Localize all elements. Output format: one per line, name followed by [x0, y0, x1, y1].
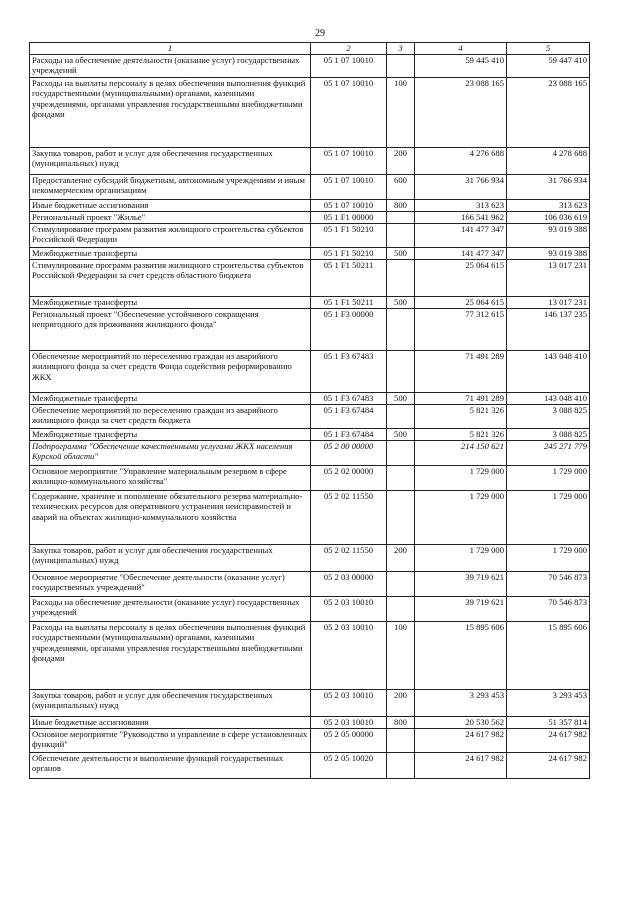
row-name-cell: Межбюджетные трансферты: [30, 297, 311, 309]
table-row: [30, 175, 590, 200]
row-amount-1-cell: 77 312 615: [415, 309, 507, 351]
row-code-cell: 05 1 07 10010: [311, 78, 387, 148]
table-row: [30, 572, 590, 597]
row-type-cell: [387, 729, 415, 753]
row-amount-1-cell: 313 623: [415, 200, 507, 212]
row-amount-1-cell: 71 491 289: [415, 351, 507, 393]
row-amount-1-cell: 141 477 347: [415, 224, 507, 248]
row-type-cell: 500: [387, 393, 415, 405]
row-name-cell: Иные бюджетные ассигнования: [30, 717, 311, 729]
budget-table: [29, 42, 590, 779]
table-row: [30, 351, 590, 393]
table-row: [30, 545, 590, 572]
row-type-cell: 500: [387, 429, 415, 441]
row-amount-1-cell: 3 293 453: [415, 690, 507, 717]
row-amount-2-cell: 51 357 814: [507, 717, 590, 729]
row-amount-1-cell: 24 617 982: [415, 729, 507, 753]
row-amount-2-cell: 3 088 825: [507, 405, 590, 429]
row-amount-2-cell: 1 729 000: [507, 545, 590, 572]
table-row: [30, 491, 590, 545]
table-row: [30, 224, 590, 248]
row-amount-1-cell: 39 719 621: [415, 572, 507, 597]
row-name-cell: Подпрограмма "Обеспечение качественными услугами ЖКХ населения Курской области": [30, 441, 311, 466]
row-amount-2-cell: 24 617 982: [507, 729, 590, 753]
table-row: [30, 78, 590, 148]
row-type-cell: 200: [387, 148, 415, 175]
row-amount-1-cell: 15 895 606: [415, 622, 507, 690]
row-amount-2-cell: 15 895 606: [507, 622, 590, 690]
row-amount-2-cell: 93 019 388: [507, 248, 590, 260]
row-amount-2-cell: 13 017 231: [507, 297, 590, 309]
row-name-cell: Межбюджетные трансферты: [30, 393, 311, 405]
row-amount-1-cell: 31 766 934: [415, 175, 507, 200]
row-name-cell: Региональный проект "Обеспечение устойчивого сокращения непригодного для проживания жилищного фонда": [30, 309, 311, 351]
row-code-cell: 05 1 07 10010: [311, 200, 387, 212]
row-amount-2-cell: 146 137 235: [507, 309, 590, 351]
row-type-cell: [387, 572, 415, 597]
row-code-cell: 05 2 05 00000: [311, 729, 387, 753]
table-row: [30, 429, 590, 441]
row-name-cell: Стимулирование программ развития жилищного строительства субъектов Российской Федерации за счет средств областного бюджета: [30, 260, 311, 297]
row-type-cell: [387, 351, 415, 393]
row-code-cell: 05 2 02 00000: [311, 466, 387, 491]
row-type-cell: 800: [387, 717, 415, 729]
row-code-cell: 05 1 F1 50211: [311, 260, 387, 297]
row-amount-2-cell: 13 017 231: [507, 260, 590, 297]
row-code-cell: 05 1 F1 00000: [311, 212, 387, 224]
row-code-cell: 05 1 F3 67484: [311, 429, 387, 441]
row-name-cell: Межбюджетные трансферты: [30, 429, 311, 441]
row-code-cell: 05 1 07 10010: [311, 175, 387, 200]
table-row: [30, 200, 590, 212]
row-name-cell: Расходы на обеспечение деятельности (оказание услуг) государственных учреждений: [30, 597, 311, 622]
row-amount-2-cell: 93 019 388: [507, 224, 590, 248]
row-type-cell: [387, 466, 415, 491]
row-code-cell: 05 1 F3 67483: [311, 393, 387, 405]
row-type-cell: [387, 491, 415, 545]
table-row: [30, 753, 590, 779]
row-name-cell: Обеспечение мероприятий по переселению граждан из аварийного жилищного фонда за счет средств бюджета: [30, 405, 311, 429]
table-row: [30, 597, 590, 622]
row-type-cell: 200: [387, 545, 415, 572]
row-name-cell: Обеспечение деятельности и выполнение функций государственных органов: [30, 753, 311, 779]
row-amount-2-cell: 70 546 873: [507, 597, 590, 622]
column-header-amount-2: 5: [507, 43, 590, 55]
table-row: [30, 260, 590, 297]
row-name-cell: Содержание, хранение и пополнение обязательного резерва материально-технических ресурсов для оперативного устранения неисправностей и аварий на объектах жилищно-коммунального хозяйства: [30, 491, 311, 545]
row-type-cell: [387, 212, 415, 224]
row-amount-2-cell: 3 293 453: [507, 690, 590, 717]
table-row: [30, 297, 590, 309]
row-code-cell: 05 2 03 00000: [311, 572, 387, 597]
row-type-cell: 200: [387, 690, 415, 717]
row-amount-2-cell: 70 546 873: [507, 572, 590, 597]
row-code-cell: 05 2 03 10010: [311, 597, 387, 622]
row-amount-2-cell: 31 766 934: [507, 175, 590, 200]
table-row: [30, 729, 590, 753]
row-code-cell: 05 2 02 11550: [311, 491, 387, 545]
row-amount-1-cell: 20 530 562: [415, 717, 507, 729]
row-code-cell: 05 1 F3 67483: [311, 351, 387, 393]
row-type-cell: [387, 405, 415, 429]
table-row: [30, 622, 590, 690]
row-name-cell: Основное мероприятие "Обеспечение деятельности (оказание услуг) государственных учреждений": [30, 572, 311, 597]
table-row: [30, 393, 590, 405]
row-amount-1-cell: 59 445 410: [415, 55, 507, 78]
table-row: [30, 55, 590, 78]
row-amount-1-cell: 5 821 326: [415, 405, 507, 429]
row-code-cell: 05 1 F1 50210: [311, 224, 387, 248]
row-type-cell: [387, 55, 415, 78]
row-name-cell: Закупка товаров, работ и услуг для обеспечения государственных (муниципальных) нужд: [30, 148, 311, 175]
row-amount-1-cell: 24 617 982: [415, 753, 507, 779]
row-type-cell: [387, 753, 415, 779]
row-name-cell: Предоставление субсидий бюджетным, автономным учреждениям и иным некоммерческим организациям: [30, 175, 311, 200]
row-type-cell: [387, 309, 415, 351]
table-row: [30, 441, 590, 466]
row-amount-1-cell: 4 276 688: [415, 148, 507, 175]
row-amount-1-cell: 1 729 000: [415, 545, 507, 572]
page-number: 29: [315, 28, 325, 39]
row-amount-1-cell: 23 088 165: [415, 78, 507, 148]
row-amount-2-cell: 59 447 410: [507, 55, 590, 78]
row-amount-1-cell: 71 491 289: [415, 393, 507, 405]
row-name-cell: Межбюджетные трансферты: [30, 248, 311, 260]
row-amount-1-cell: 1 729 000: [415, 466, 507, 491]
row-type-cell: [387, 441, 415, 466]
row-code-cell: 05 1 F1 50211: [311, 297, 387, 309]
table-row: [30, 405, 590, 429]
row-amount-2-cell: 1 729 000: [507, 466, 590, 491]
row-code-cell: 05 2 02 11550: [311, 545, 387, 572]
column-header-type: 3: [387, 43, 415, 55]
column-header-amount-1: 4: [415, 43, 507, 55]
row-code-cell: 05 2 03 10010: [311, 622, 387, 690]
table-row: [30, 466, 590, 491]
row-type-cell: 500: [387, 248, 415, 260]
row-name-cell: Расходы на выплаты персоналу в целях обеспечения выполнения функций государственными (муниципальными) органами, казенными учреждениями, органами управления государственными внебюджетными фондами: [30, 78, 311, 148]
row-code-cell: 05 1 F3 00000: [311, 309, 387, 351]
row-amount-2-cell: 3 088 825: [507, 429, 590, 441]
row-name-cell: Расходы на выплаты персоналу в целях обеспечения выполнения функций государственными (муниципальными) органами, казенными учреждениями, органами управления государственными внебюджетными фондами: [30, 622, 311, 690]
table-row: [30, 690, 590, 717]
row-type-cell: [387, 224, 415, 248]
table-row: [30, 248, 590, 260]
row-name-cell: Закупка товаров, работ и услуг для обеспечения государственных (муниципальных) нужд: [30, 545, 311, 572]
row-amount-2-cell: 143 048 410: [507, 351, 590, 393]
row-code-cell: 05 1 F3 67484: [311, 405, 387, 429]
row-code-cell: 05 2 03 10010: [311, 717, 387, 729]
row-amount-2-cell: 106 036 619: [507, 212, 590, 224]
row-amount-2-cell: 23 088 165: [507, 78, 590, 148]
row-type-cell: [387, 260, 415, 297]
row-name-cell: Стимулирование программ развития жилищного строительства субъектов Российской Федерации: [30, 224, 311, 248]
row-code-cell: 05 1 F1 50210: [311, 248, 387, 260]
row-amount-2-cell: 4 278 688: [507, 148, 590, 175]
table-header-row: [30, 43, 590, 55]
row-amount-2-cell: 143 048 410: [507, 393, 590, 405]
row-amount-1-cell: 5 821 326: [415, 429, 507, 441]
row-amount-1-cell: 141 477 347: [415, 248, 507, 260]
row-amount-1-cell: 1 729 000: [415, 491, 507, 545]
column-header-name: 1: [30, 43, 311, 55]
row-name-cell: Закупка товаров, работ и услуг для обеспечения государственных (муниципальных) нужд: [30, 690, 311, 717]
row-type-cell: [387, 597, 415, 622]
row-code-cell: 05 2 03 10010: [311, 690, 387, 717]
table-row: [30, 309, 590, 351]
row-type-cell: 100: [387, 622, 415, 690]
row-name-cell: Региональный проект "Жилье": [30, 212, 311, 224]
row-amount-2-cell: 245 271 779: [507, 441, 590, 466]
table-row: [30, 148, 590, 175]
row-name-cell: Основное мероприятие "Управление материальным резервом в сфере жилищно-коммунального хозяйства": [30, 466, 311, 491]
row-name-cell: Основное мероприятие "Руководство и управление в сфере установленных функций": [30, 729, 311, 753]
row-amount-2-cell: 313 623: [507, 200, 590, 212]
row-name-cell: Расходы на обеспечение деятельности (оказание услуг) государственных учреждений: [30, 55, 311, 78]
row-amount-2-cell: 1 729 000: [507, 491, 590, 545]
row-amount-1-cell: 25 064 615: [415, 260, 507, 297]
row-type-cell: 800: [387, 200, 415, 212]
row-amount-1-cell: 166 541 962: [415, 212, 507, 224]
table-row: [30, 717, 590, 729]
row-amount-1-cell: 39 719 621: [415, 597, 507, 622]
row-code-cell: 05 1 07 10010: [311, 148, 387, 175]
row-code-cell: 05 2 00 00000: [311, 441, 387, 466]
row-code-cell: 05 2 05 10020: [311, 753, 387, 779]
column-header-code: 2: [311, 43, 387, 55]
row-amount-1-cell: 25 064 615: [415, 297, 507, 309]
row-name-cell: Иные бюджетные ассигнования: [30, 200, 311, 212]
row-name-cell: Обеспечение мероприятий по переселению граждан из аварийного жилищного фонда за счет средств Фонда содействия реформированию ЖКХ: [30, 351, 311, 393]
row-amount-2-cell: 24 617 982: [507, 753, 590, 779]
table-row: [30, 212, 590, 224]
row-type-cell: 500: [387, 297, 415, 309]
row-type-cell: 100: [387, 78, 415, 148]
row-type-cell: 600: [387, 175, 415, 200]
row-amount-1-cell: 214 150 621: [415, 441, 507, 466]
row-code-cell: 05 1 07 10010: [311, 55, 387, 78]
